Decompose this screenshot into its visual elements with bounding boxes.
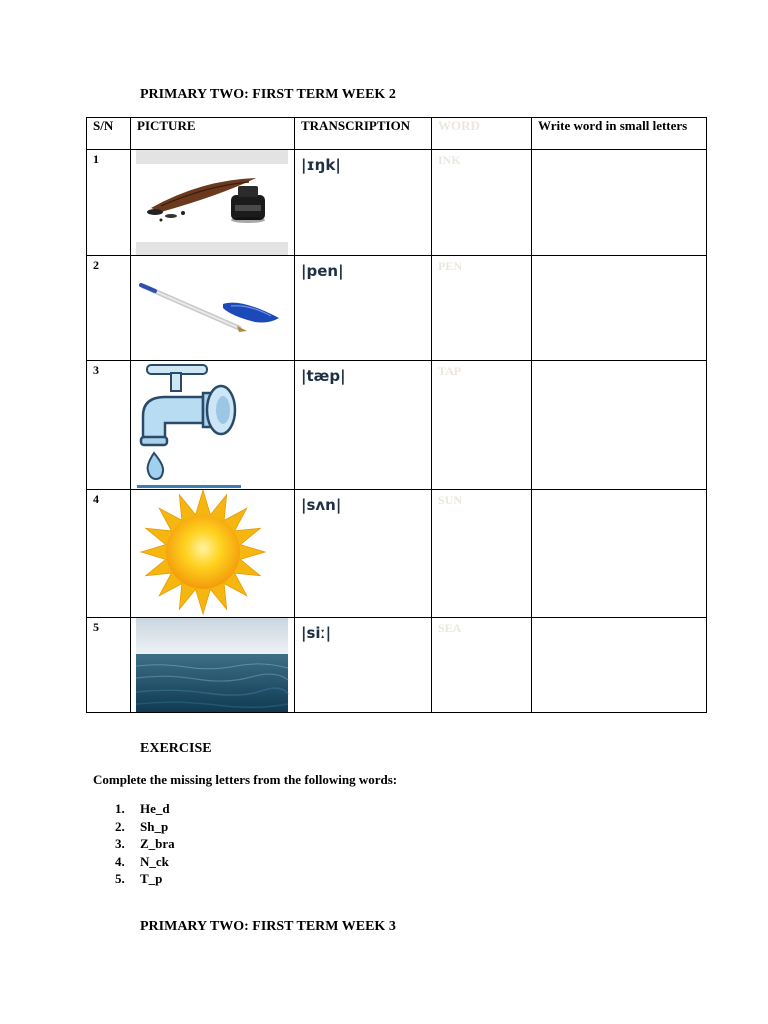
item-text: Z_bra xyxy=(140,836,175,852)
row-write-answer[interactable] xyxy=(532,150,707,256)
row-sn: 5 xyxy=(87,618,131,713)
row-picture xyxy=(131,256,295,361)
row-transcription: |ɪŋk| xyxy=(295,150,432,256)
table-row xyxy=(87,361,707,490)
sun-image xyxy=(131,490,294,617)
exercise-list xyxy=(115,800,175,888)
tap-image xyxy=(131,361,294,489)
exercise-instruction: Complete the missing letters from the following words: xyxy=(93,772,398,787)
row-write-answer[interactable] xyxy=(532,361,707,490)
row-transcription: |pen| xyxy=(295,256,432,361)
header-word: WORD xyxy=(432,118,532,150)
item-number: 2. xyxy=(115,818,125,834)
table-header-row xyxy=(87,118,707,150)
list-item xyxy=(115,853,175,871)
row-sn: 4 xyxy=(87,490,131,618)
item-text: Sh_p xyxy=(140,818,169,834)
table-row xyxy=(87,150,707,256)
page-heading-week-3: PRIMARY TWO: FIRST TERM WEEK 3 xyxy=(140,919,396,934)
page-heading-week-2: PRIMARY TWO: FIRST TERM WEEK 2 xyxy=(140,87,396,102)
header-write: Write word in small letters xyxy=(532,118,707,150)
item-text: He_d xyxy=(140,801,170,816)
row-transcription: |tæp| xyxy=(295,361,432,490)
row-write-answer[interactable] xyxy=(532,256,707,361)
item-number: 3. xyxy=(115,836,125,852)
list-item xyxy=(115,835,175,853)
list-item xyxy=(115,818,175,836)
row-word: TAP xyxy=(432,361,532,490)
exercise-title: EXERCISE xyxy=(140,741,212,756)
header-picture: PICTURE xyxy=(131,118,295,150)
item-number: 1. xyxy=(115,801,125,816)
pen-image xyxy=(131,256,294,360)
row-sn: 3 xyxy=(87,361,131,490)
table-row xyxy=(87,256,707,361)
item-text: T_p xyxy=(140,871,163,887)
list-item xyxy=(115,870,175,888)
table-row xyxy=(87,490,707,618)
header-sn: S/N xyxy=(87,118,131,150)
ink-bottle-image xyxy=(131,150,294,255)
row-picture xyxy=(131,361,295,490)
row-sn: 1 xyxy=(87,150,131,256)
row-picture xyxy=(131,150,295,256)
row-word: SEA xyxy=(432,618,532,713)
row-transcription: |sʌn| xyxy=(295,490,432,618)
row-word: INK xyxy=(432,150,532,256)
row-sn: 2 xyxy=(87,256,131,361)
list-item xyxy=(115,800,175,818)
row-picture xyxy=(131,618,295,713)
row-write-answer[interactable] xyxy=(532,490,707,618)
item-number: 5. xyxy=(115,871,125,887)
lesson-table xyxy=(86,117,707,713)
table-row xyxy=(87,618,707,713)
sea-image xyxy=(131,618,294,712)
row-word: SUN xyxy=(432,490,532,618)
row-picture xyxy=(131,490,295,618)
row-write-answer[interactable] xyxy=(532,618,707,713)
header-transcription: TRANSCRIPTION xyxy=(295,118,432,150)
row-word: PEN xyxy=(432,256,532,361)
row-transcription: |siː| xyxy=(295,618,432,713)
item-text: N_ck xyxy=(140,853,169,869)
item-number: 4. xyxy=(115,853,125,869)
